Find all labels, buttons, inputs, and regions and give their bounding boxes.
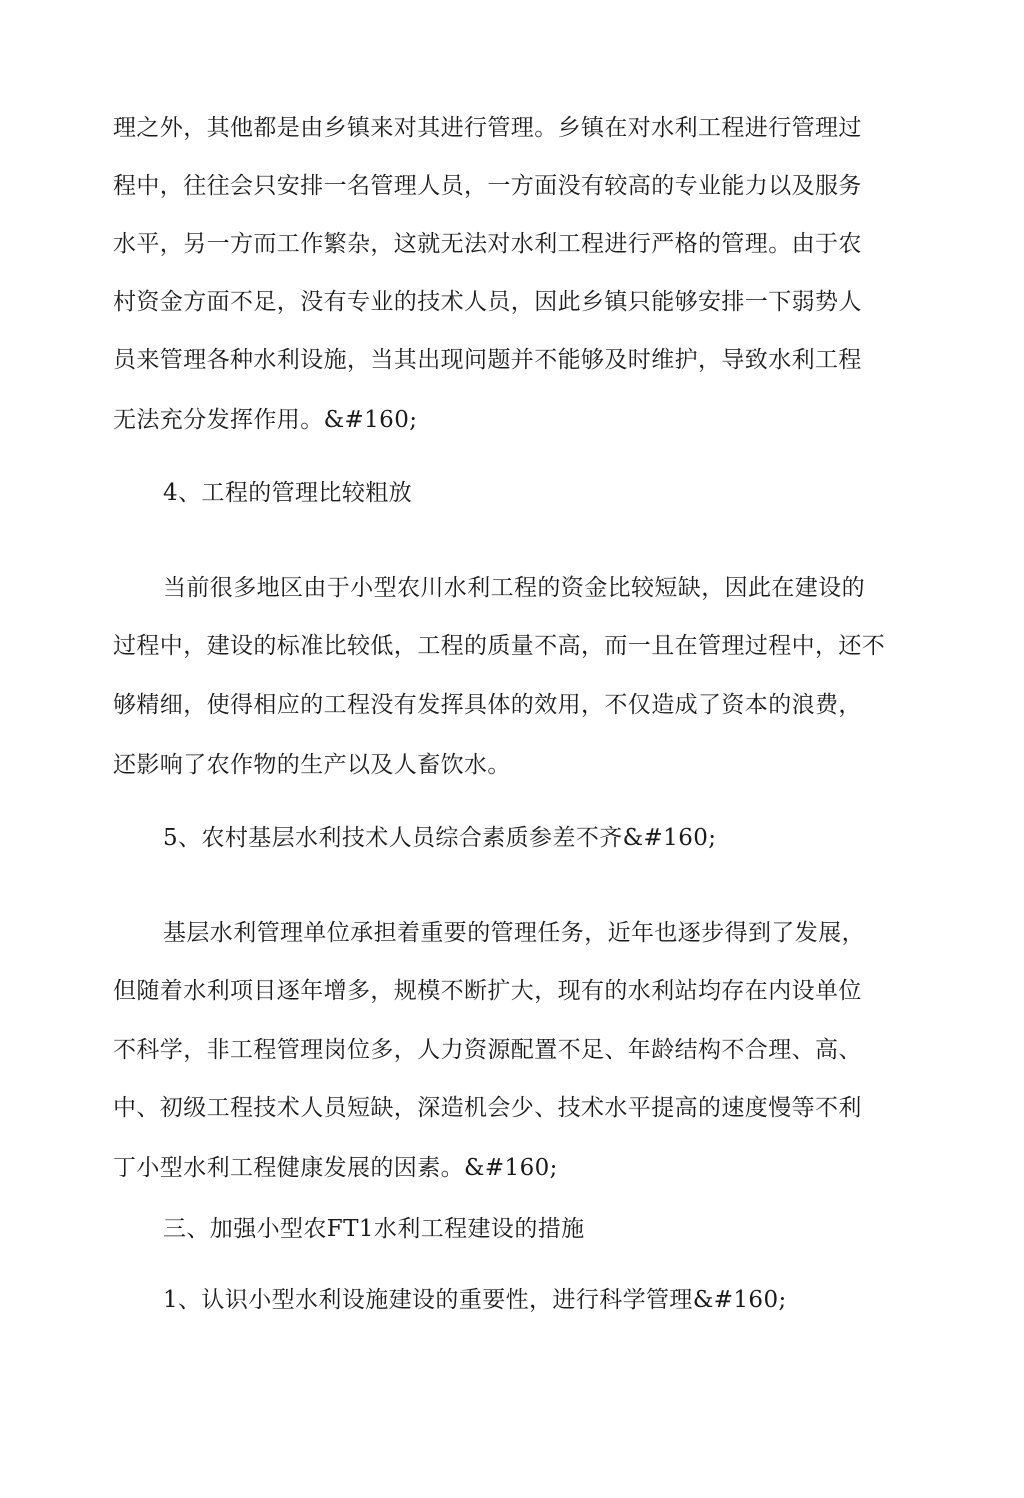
section-heading: 三、加强小型农FT1水利工程建设的措施 (163, 1216, 585, 1242)
paragraph-line: 当前很多地区由于小型农川水利工程的资金比较短缺，因此在建设的 (163, 575, 865, 601)
paragraph-line: 水平，另一方而工作繁杂，这就无法对水利工程进行严格的管理。由于农 (113, 231, 862, 257)
paragraph-line: 员来管理各种水利设施，当其出现问题并不能够及时维护，导致水利工程 (113, 347, 862, 373)
section-heading: 5、农村基层水利技术人员综合素质参差不齐&#160; (163, 825, 717, 851)
paragraph-line: 还影响了农作物的生产以及人畜饮水。 (113, 752, 511, 778)
paragraph-line: 够精细，使得相应的工程没有发挥具体的效用，不仅造成了资本的浪费， (113, 692, 862, 718)
paragraph-line: 丁小型水利工程健康发展的因素。&#160; (113, 1155, 558, 1181)
paragraph-line: 无法充分发挥作用。&#160; (113, 407, 418, 433)
paragraph-line: 不科学，非工程管理岗位多，人力资源配置不足、年龄结构不合理、高、 (113, 1037, 862, 1063)
section-heading: 1、认识小型水利设施建设的重要性，进行科学管理&#160; (163, 1287, 787, 1313)
paragraph-line: 中、初级工程技术人员短缺，深造机会少、技术水平提高的速度慢等不利 (113, 1095, 862, 1121)
paragraph-line: 程中，往往会只安排一名管理人员，一方面没有较高的专业能力以及服务 (113, 173, 862, 199)
paragraph-line: 基层水利管理单位承担着重要的管理任务，近年也逐步得到了发展， (163, 920, 865, 946)
paragraph-line: 理之外，其他都是由乡镇来对其进行管理。乡镇在对水利工程进行管理过 (113, 115, 862, 141)
paragraph-line: 但随着水利项目逐年增多，规模不断扩大，现有的水利站均存在内设单位 (113, 978, 862, 1004)
paragraph-line: 过程中，建设的标准比较低，工程的质量不高，而一且在管理过程中，还不 (113, 633, 886, 659)
paragraph-line: 村资金方面不足，没有专业的技术人员，因此乡镇只能够安排一下弱势人 (113, 289, 862, 315)
section-heading: 4、工程的管理比较粗放 (163, 480, 413, 506)
